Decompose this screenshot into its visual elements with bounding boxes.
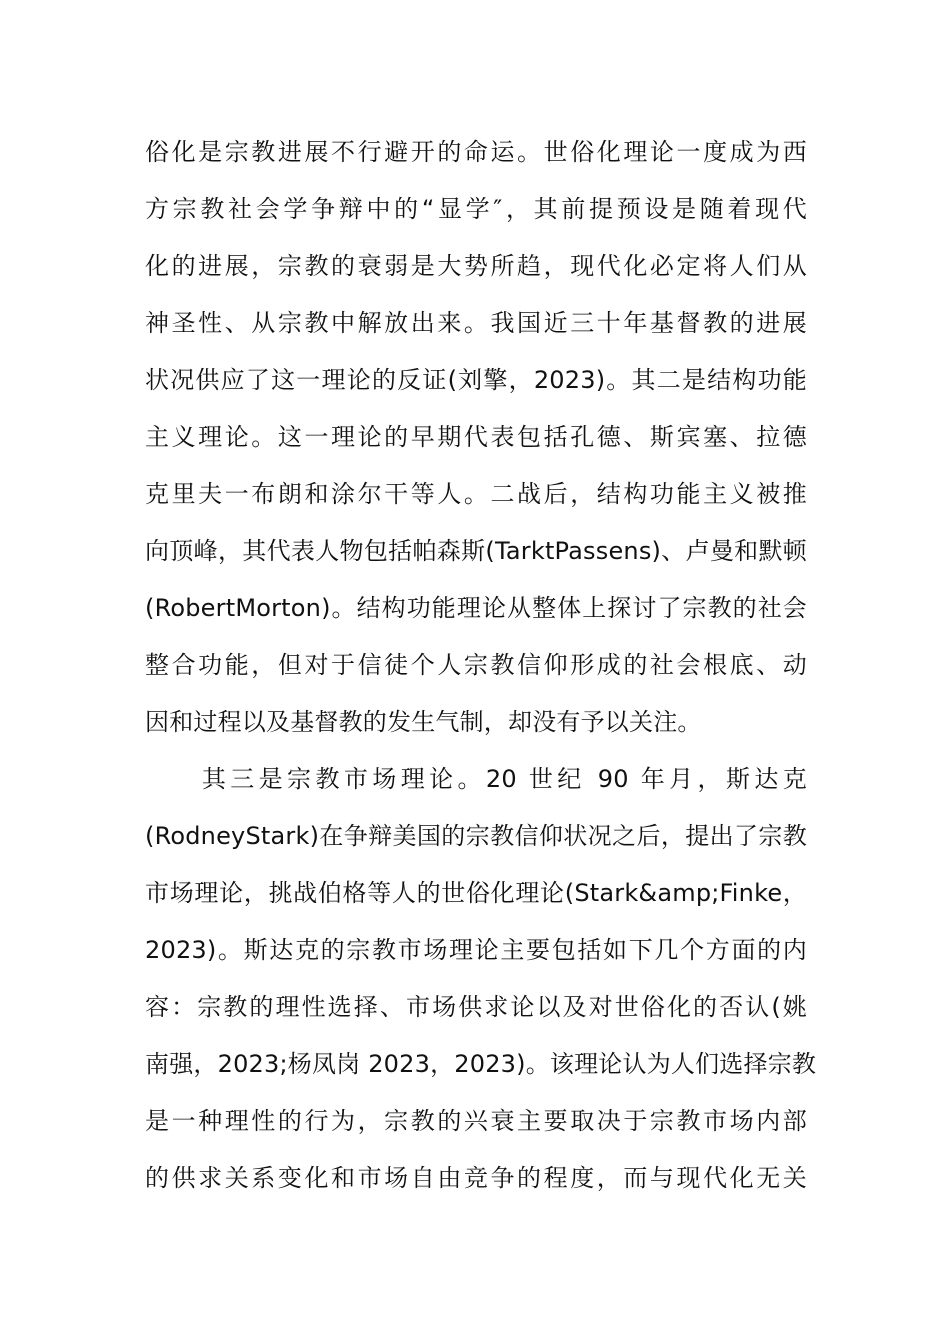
text-line: 2023)。斯达克的宗教市场理论主要包括如下几个方面的内	[145, 936, 807, 964]
text-line: 神圣性、从宗教中解放出来。我国近三十年基督教的进展	[145, 309, 807, 337]
body-text	[145, 124, 817, 1207]
text-line: 状况供应了这一理论的反证(刘擎，2023)。其二是结构功能	[145, 366, 807, 394]
text-line: 整合功能，但对于信徒个人宗教信仰形成的社会根底、动	[145, 651, 807, 679]
text-line: (RodneyStark)在争辩美国的宗教信仰状况之后，提出了宗教	[145, 822, 807, 850]
text-line: 向顶峰，其代表人物包括帕森斯(TarktPassens)、卢曼和默顿	[145, 537, 807, 565]
text-line: 化的进展，宗教的衰弱是大势所趋，现代化必定将人们从	[145, 252, 807, 280]
text-line: 南强，2023;杨凤岗 2023，2023)。该理论认为人们选择宗教	[145, 1050, 817, 1078]
text-line: 主义理论。这一理论的早期代表包括孔德、斯宾塞、拉德	[145, 423, 807, 451]
text-line: 市场理论，挑战伯格等人的世俗化理论(Stark&amp;Finke，	[145, 879, 807, 907]
text-line: 克里夫一布朗和涂尔干等人。二战后，结构功能主义被推	[145, 480, 807, 508]
text-line: 的供求关系变化和市场自由竞争的程度，而与现代化无关	[145, 1164, 807, 1192]
text-line: 其三是宗教市场理论。20 世纪 90 年月，斯达克	[145, 765, 807, 793]
text-line: 因和过程以及基督教的发生气制，却没有予以关注。	[145, 708, 702, 736]
text-line: (RobertMorton)。结构功能理论从整体上探讨了宗教的社会	[145, 594, 807, 622]
text-line: 方宗教社会学争辩中的“显学″，其前提预设是随着现代	[145, 195, 807, 223]
text-line: 容：宗教的理性选择、市场供求论以及对世俗化的否认(姚	[145, 993, 807, 1021]
text-line: 是一种理性的行为，宗教的兴衰主要取决于宗教市场内部	[145, 1107, 807, 1135]
text-line: 俗化是宗教进展不行避开的命运。世俗化理论一度成为西	[145, 138, 807, 166]
